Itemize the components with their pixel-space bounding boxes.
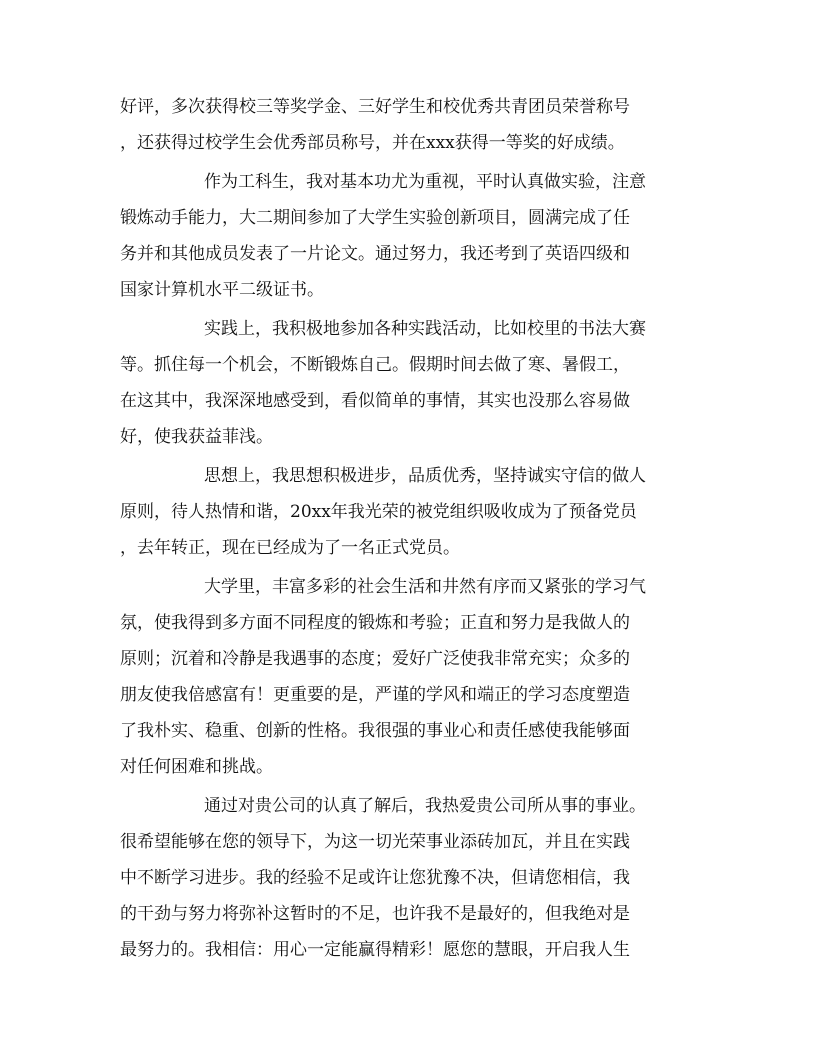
text-line: 很希望能够在您的领导下，为这一切光荣事业添砖加瓦，并且在实践 bbox=[120, 832, 630, 852]
text-line: 对任何困难和挑战。 bbox=[120, 757, 273, 777]
text-line: 作为工科生，我对基本功尤为重视，平时认真做实验，注意 bbox=[204, 172, 646, 192]
text-line: 务并和其他成员发表了一片论文。通过努力，我还考到了英语四级和 bbox=[120, 244, 630, 264]
text-line: 原则，待人热情和谐，20xx年我光荣的被党组织吸收成为了预备党员 bbox=[120, 502, 637, 522]
text-line: 中不断学习进步。我的经验不足或许让您犹豫不决，但请您相信，我 bbox=[120, 868, 630, 888]
text-line: 国家计算机水平二级证书。 bbox=[120, 280, 324, 300]
text-line: ，去年转正，现在已经成为了一名正式党员。 bbox=[120, 538, 460, 558]
text-line: 等。抓住每一个机会，不断锻炼自己。假期时间去做了寒、暑假工， bbox=[120, 355, 630, 375]
text-line: 最努力的。我相信：用心一定能赢得精彩！愿您的慧眼，开启我人生 bbox=[120, 940, 630, 960]
text-line: 朋友使我倍感富有！更重要的是，严谨的学风和端正的学习态度塑造 bbox=[120, 685, 630, 705]
text-line: 思想上，我思想积极进步，品质优秀，坚持诚实守信的做人 bbox=[204, 466, 646, 486]
text-line: 氛，使我得到多方面不同程度的锻炼和考验；正直和努力是我做人的 bbox=[120, 613, 630, 633]
text-line: 实践上，我积极地参加各种实践活动，比如校里的书法大赛 bbox=[204, 319, 646, 339]
text-line: 了我朴实、稳重、创新的性格。我很强的事业心和责任感使我能够面 bbox=[120, 721, 630, 741]
text-line: 好评，多次获得校三等奖学金、三好学生和校优秀共青团员荣誉称号 bbox=[120, 97, 630, 117]
text-line: 原则；沉着和冷静是我遇事的态度；爱好广泛使我非常充实；众多的 bbox=[120, 649, 630, 669]
text-line: 的干劲与努力将弥补这暂时的不足，也许我不是最好的，但我绝对是 bbox=[120, 904, 630, 924]
text-line: 大学里，丰富多彩的社会生活和井然有序而又紧张的学习气 bbox=[204, 577, 646, 597]
text-line: 好，使我获益菲浅。 bbox=[120, 427, 273, 447]
text-line: 在这其中，我深深地感受到，看似简单的事情，其实也没那么容易做 bbox=[120, 391, 630, 411]
text-line: ，还获得过校学生会优秀部员称号，并在xxx获得一等奖的好成绩。 bbox=[120, 133, 625, 153]
text-line: 锻炼动手能力，大二期间参加了大学生实验创新项目，圆满完成了任 bbox=[120, 208, 630, 228]
text-line: 通过对贵公司的认真了解后，我热爱贵公司所从事的事业。 bbox=[204, 796, 646, 816]
